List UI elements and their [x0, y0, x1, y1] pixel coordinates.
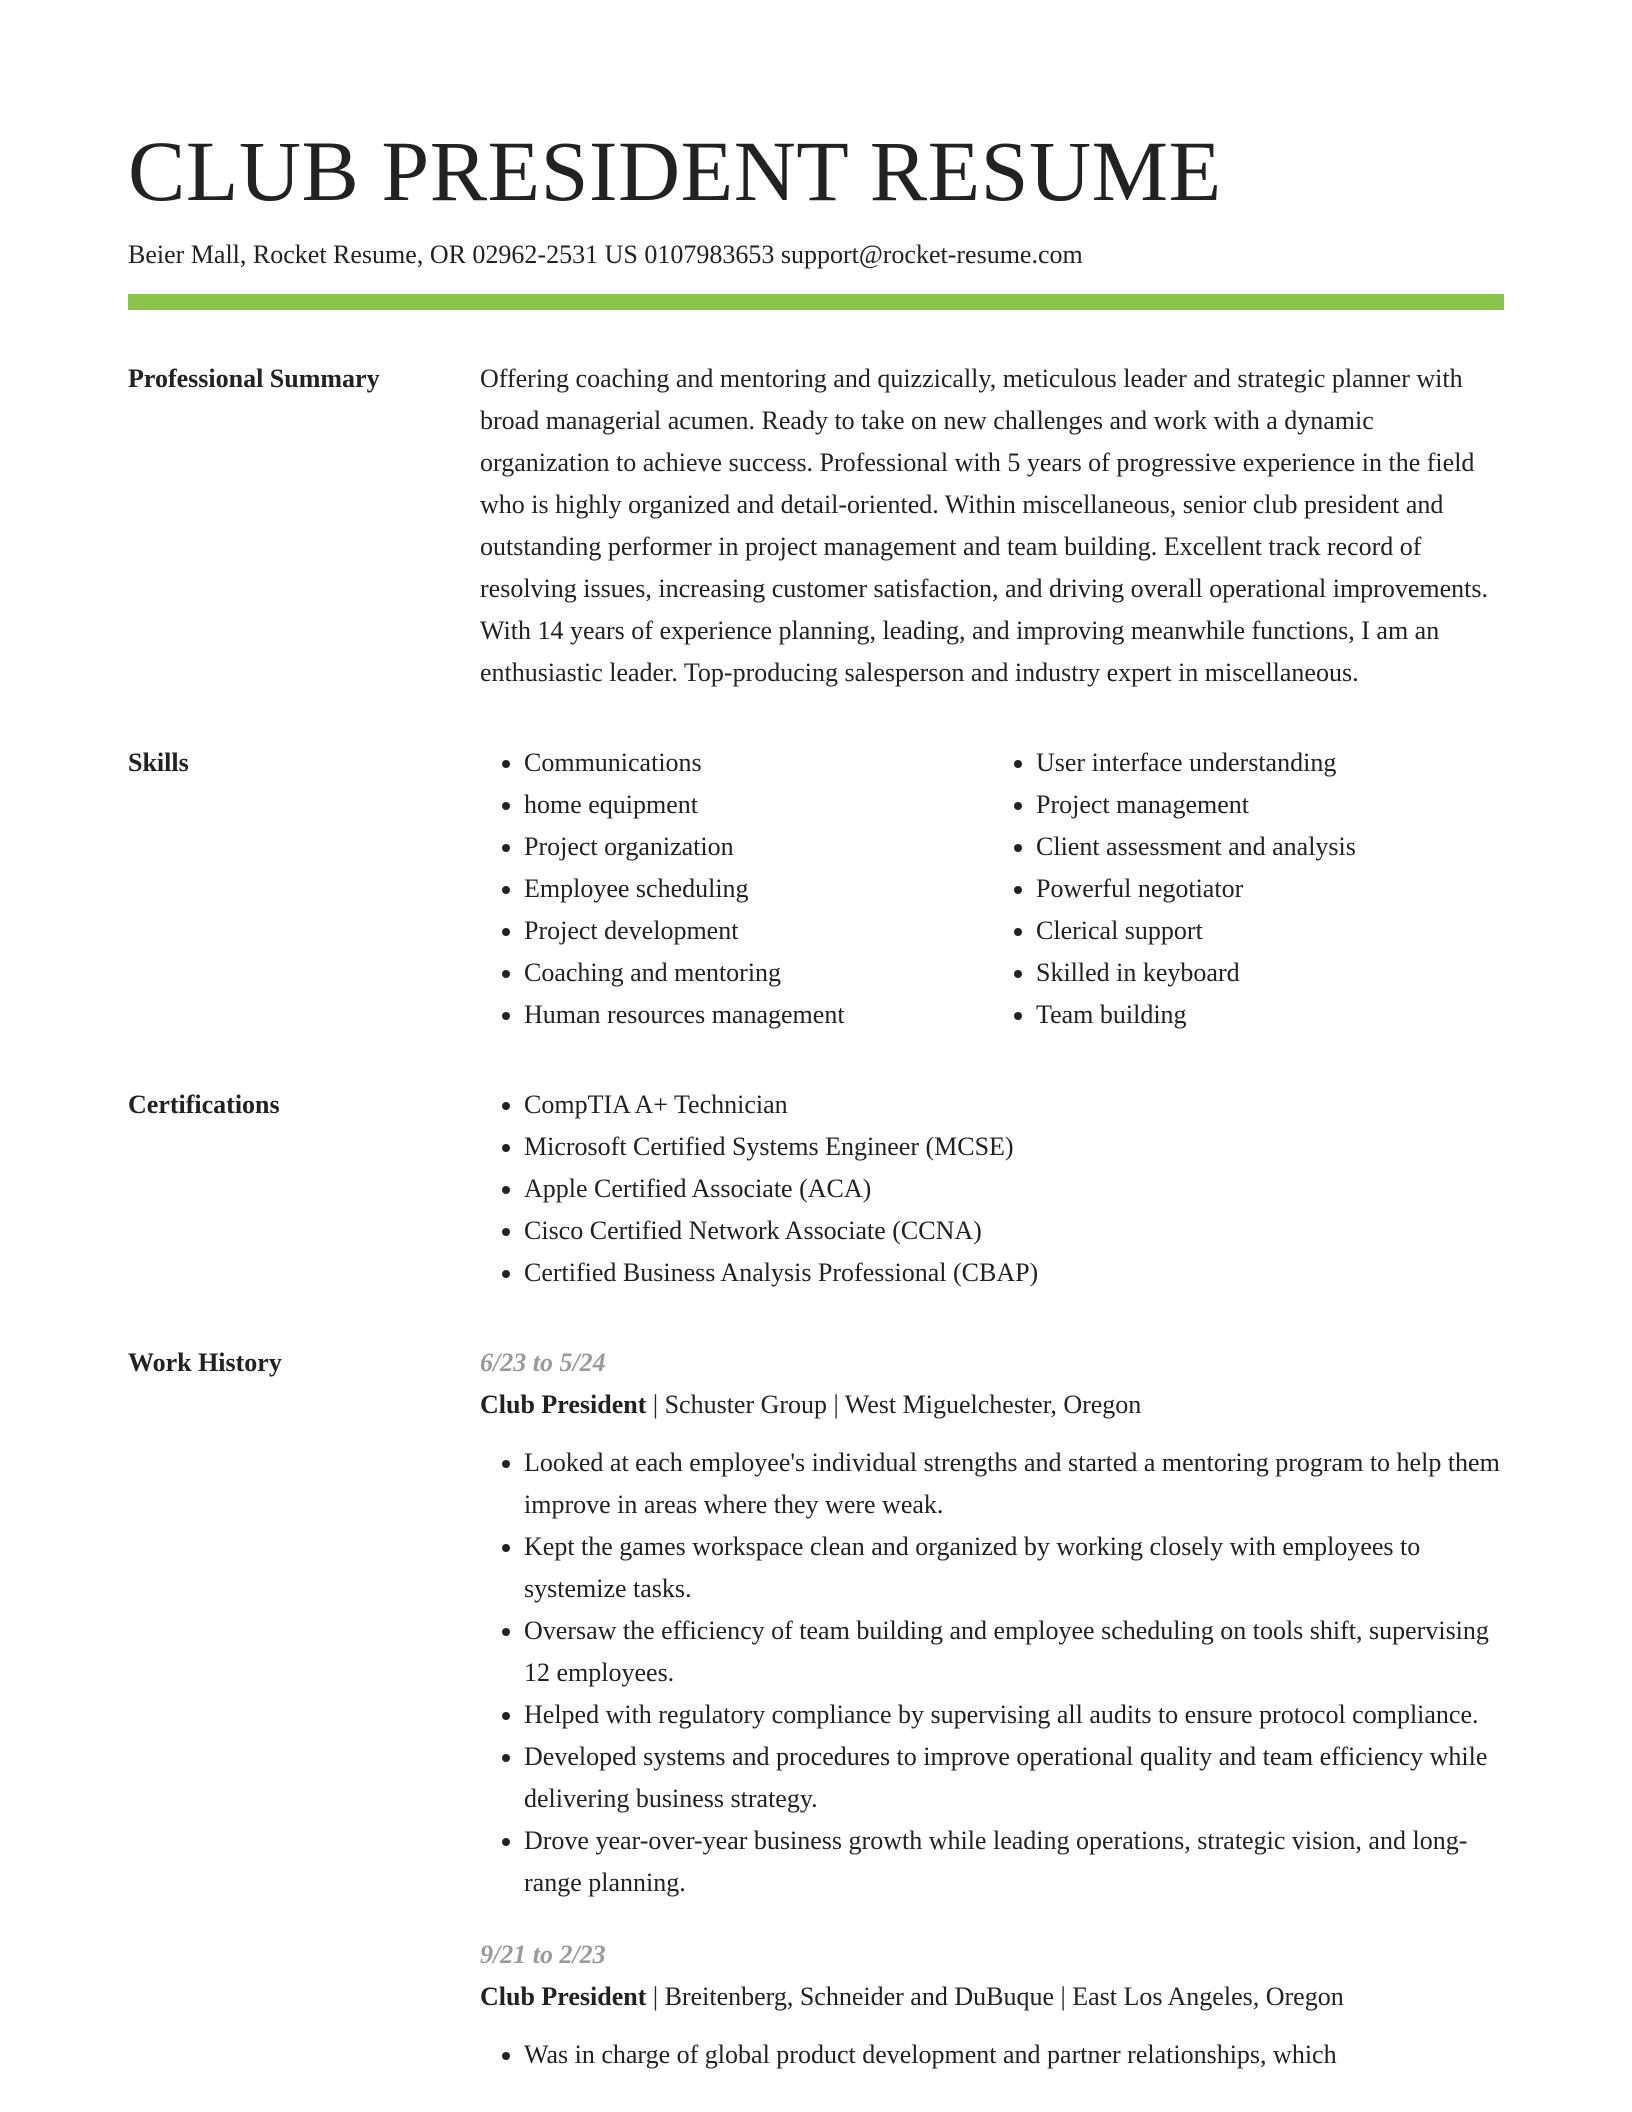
job-bullets	[480, 2034, 1504, 2076]
summary-text: Offering coaching and mentoring and quizzically, meticulous leader and strategic planner with broad managerial acumen. Ready to take on new challenges and work with a dynamic organization to achieve success. Professional with 5 years of progressive experience in the field who is highly organized and detail-oriented. Within miscellaneous, senior club president and outstanding performer in project management and team building. Excellent track record of resolving issues, increasing customer satisfaction, and driving overall operational improvements. With 14 years of experience planning, leading, and improving meanwhile functions, I am an enthusiastic leader. Top-producing salesperson and industry expert in miscellaneous.	[480, 363, 1488, 687]
skill-item: • Team building	[1036, 994, 1504, 1036]
job-details: | Breitenberg, Schneider and DuBuque | East Los Angeles, Oregon	[646, 1981, 1344, 2011]
certification-item: • Cisco Certified Network Associate (CCNA)	[524, 1210, 1504, 1252]
certifications-label: Certifications	[128, 1089, 280, 1119]
skill-item: • home equipment	[524, 784, 992, 826]
job-bullet: • Oversaw the efficiency of team building and employee scheduling on tools shift, supervising 12 employees.	[524, 1610, 1504, 1694]
job-heading	[480, 1976, 1504, 2018]
skills-label: Skills	[128, 747, 189, 777]
work-history-label: Work History	[128, 1347, 282, 1377]
skill-item: • Communications	[524, 742, 992, 784]
job-dates: 6/23 to 5/24	[480, 1347, 606, 1377]
skill-item: • Project management	[1036, 784, 1504, 826]
header-divider	[128, 294, 1504, 310]
summary-section	[128, 358, 1504, 694]
certifications-section	[128, 1084, 1504, 1294]
skill-item: • Powerful negotiator	[1036, 868, 1504, 910]
certification-item: • Certified Business Analysis Professional (CBAP)	[524, 1252, 1504, 1294]
certification-item: • CompTIA A+ Technician	[524, 1084, 1504, 1126]
job-bullet: • Was in charge of global product development and partner relationships, which	[524, 2034, 1504, 2076]
skill-item: • Clerical support	[1036, 910, 1504, 952]
skill-item: • Human resources management	[524, 994, 992, 1036]
certifications-list	[480, 1084, 1504, 1294]
job-bullet: • Drove year-over-year business growth while leading operations, strategic vision, and long-range planning.	[524, 1820, 1504, 1904]
skill-item: • Skilled in keyboard	[1036, 952, 1504, 994]
job-bullets	[480, 1442, 1504, 1904]
skill-item: • Client assessment and analysis	[1036, 826, 1504, 868]
job-heading	[480, 1384, 1504, 1426]
job-entry	[480, 1934, 1504, 2076]
skills-list-right	[992, 742, 1504, 1036]
skill-item: • Project organization	[524, 826, 992, 868]
contact-line: Beier Mall, Rocket Resume, OR 02962-2531 US 0107983653 support@rocket-resume.com	[128, 240, 1083, 269]
job-dates: 9/21 to 2/23	[480, 1939, 606, 1969]
certification-item: • Apple Certified Associate (ACA)	[524, 1168, 1504, 1210]
job-bullet: • Kept the games workspace clean and organized by working closely with employees to systemize tasks.	[524, 1526, 1504, 1610]
summary-label: Professional Summary	[128, 363, 380, 393]
job-entry	[480, 1342, 1504, 1904]
skill-item: • Employee scheduling	[524, 868, 992, 910]
skills-list-left	[480, 742, 992, 1036]
work-history-section	[128, 1342, 1504, 2076]
job-bullet: • Looked at each employee's individual strengths and started a mentoring program to help them improve in areas where they were weak.	[524, 1442, 1504, 1526]
job-title: Club President	[480, 1981, 647, 2011]
skills-section	[128, 742, 1504, 1036]
skill-item: • User interface understanding	[1036, 742, 1504, 784]
job-details: | Schuster Group | West Miguelchester, Oregon	[646, 1389, 1142, 1419]
skill-item: • Project development	[524, 910, 992, 952]
job-bullet: • Helped with regulatory compliance by supervising all audits to ensure protocol compliance.	[524, 1694, 1504, 1736]
job-title: Club President	[480, 1389, 647, 1419]
job-bullet: • Developed systems and procedures to improve operational quality and team efficiency while delivering business strategy.	[524, 1736, 1504, 1820]
certification-item: • Microsoft Certified Systems Engineer (MCSE)	[524, 1126, 1504, 1168]
resume-title: CLUB PRESIDENT RESUME	[128, 123, 1222, 219]
skill-item: • Coaching and mentoring	[524, 952, 992, 994]
